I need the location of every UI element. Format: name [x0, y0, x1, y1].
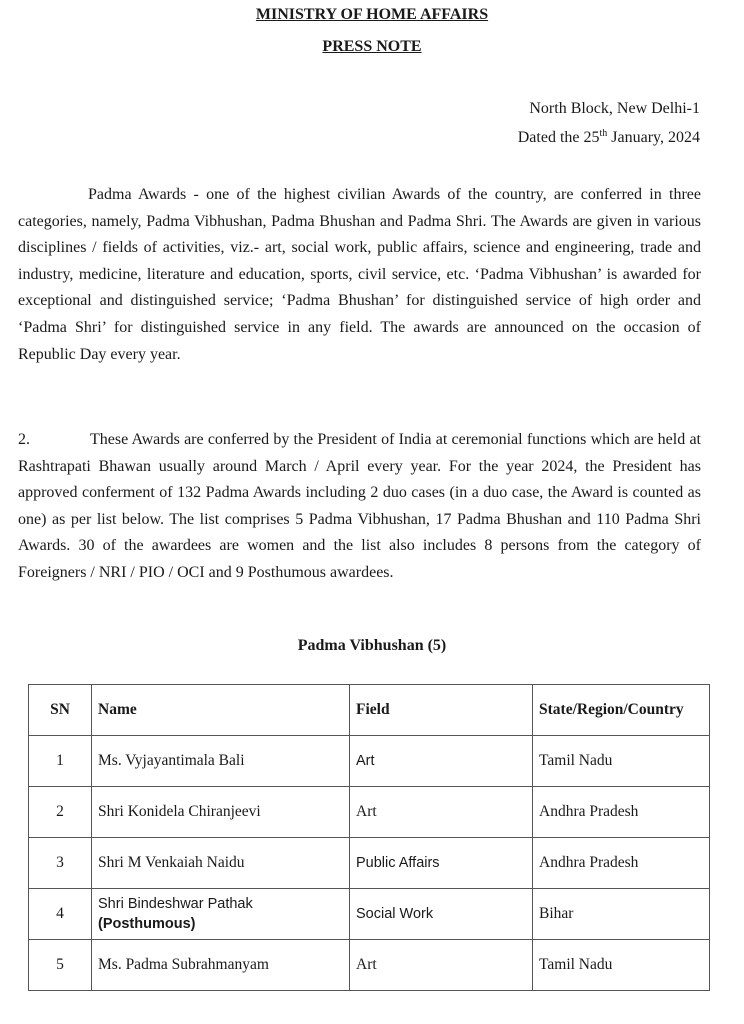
cell-sn: 4	[29, 889, 92, 940]
cell-field: Social Work	[350, 889, 533, 940]
office-address: North Block, New Delhi-1	[529, 100, 700, 117]
table-row	[29, 787, 710, 838]
cell-name	[92, 787, 350, 838]
cell-name	[92, 940, 350, 991]
cell-name	[92, 889, 350, 940]
paragraph-2-text: These Awards are conferred by the President of India at ceremonial functions which are held at Rashtrapati Bhawan usually around March / April every year. For the year 2024, the President has approved conferment of 132 Padma Awards including 2 duo cases (in a duo case, the Award is counted as one) as per list below. The list comprises 5 Padma Vibhushan, 17 Padma Bhushan and 110 Padma Shri Awards. 30 of the awardees are women and the list also includes 8 persons from the category of Foreigners / NRI / PIO / OCI and 9 Posthumous awardees.	[18, 431, 701, 581]
awardee-name: Shri Konidela Chiranjeevi	[98, 803, 261, 820]
cell-field: Art	[350, 940, 533, 991]
cell-state: Tamil Nadu	[533, 940, 710, 991]
awardee-name: Ms. Vyjayantimala Bali	[98, 752, 245, 769]
press-note-heading: PRESS NOTE	[322, 38, 422, 55]
column-header-name: Name	[92, 685, 350, 736]
paragraph-number: 2.	[18, 431, 30, 448]
table-header-row	[29, 685, 710, 736]
table-row	[29, 838, 710, 889]
cell-field: Art	[350, 736, 533, 787]
cell-field: Public Affairs	[350, 838, 533, 889]
cell-sn: 1	[29, 736, 92, 787]
awardees-table	[28, 684, 710, 991]
cell-state: Bihar	[533, 889, 710, 940]
issue-date	[518, 129, 700, 147]
column-header-sn: SN	[29, 685, 92, 736]
paragraph-intro: Padma Awards - one of the highest civilian Awards of the country, are conferred in three categories, namely, Padma Vibhushan, Padma Bhushan and Padma Shri. The Awards are given in various disciplines / fields of activities, viz.- art, social work, public affairs, science and engineering, trade and industry, medicine, literature and education, sports, civil service, etc. ‘Padma Vibhushan’ is awarded for exceptional and distinguished service; ‘Padma Bhushan’ for distinguished service of high order and ‘Padma Shri’ for distinguished service in any field. The awards are announced on the occasion of Republic Day every year.	[18, 186, 701, 363]
cell-name	[92, 736, 350, 787]
table-title: Padma Vibhushan (5)	[297, 637, 447, 654]
awardee-name: Shri Bindeshwar Pathak	[98, 896, 253, 912]
table-row	[29, 889, 710, 940]
date-prefix: Dated the 25	[517, 129, 600, 146]
ministry-heading: MINISTRY OF HOME AFFAIRS	[255, 6, 489, 23]
cell-state: Andhra Pradesh	[533, 787, 710, 838]
table-row	[29, 736, 710, 787]
date-ordinal-suffix: th	[599, 128, 608, 139]
cell-field: Art	[350, 787, 533, 838]
paragraph-2	[18, 427, 701, 587]
date-suffix: January, 2024	[607, 129, 700, 146]
awardee-name: Ms. Padma Subrahmanyam	[98, 956, 269, 973]
column-header-state: State/Region/Country	[533, 685, 710, 736]
cell-sn: 2	[29, 787, 92, 838]
awardee-name: Shri M Venkaiah Naidu	[98, 854, 245, 871]
table-row	[29, 940, 710, 991]
posthumous-note: (Posthumous)	[98, 916, 196, 932]
cell-sn: 5	[29, 940, 92, 991]
column-header-field: Field	[350, 685, 533, 736]
cell-state: Tamil Nadu	[533, 736, 710, 787]
cell-sn: 3	[29, 838, 92, 889]
cell-name	[92, 838, 350, 889]
cell-state: Andhra Pradesh	[533, 838, 710, 889]
